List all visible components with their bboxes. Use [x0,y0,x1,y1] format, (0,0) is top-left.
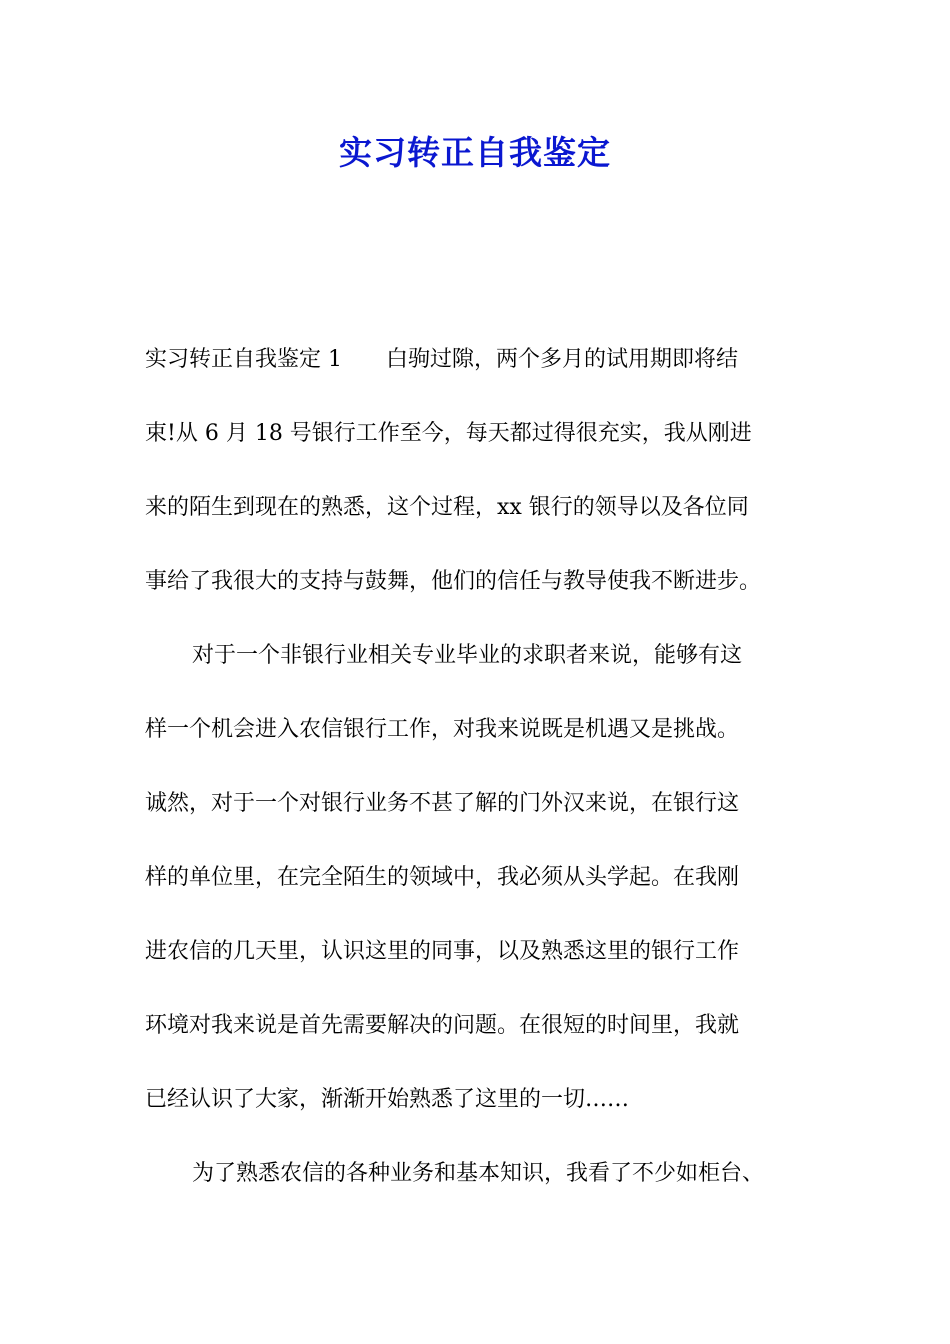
document-title: 实习转正自我鉴定 [339,133,611,172]
text-line: 实习转正自我鉴定 1 白驹过隙，两个多月的试用期即将结 [145,347,738,372]
text-line: 已经认识了大家，渐渐开始熟悉了这里的一切…… [145,1087,630,1112]
text-line: 束!从 6 月 18 号银行工作至今，每天都过得很充实，我从刚进 [145,421,752,446]
paragraph-start-line: 为了熟悉农信的各种业务和基本知识，我看了不少如柜台、 [192,1161,765,1186]
text-line: 样一个机会进入农信银行工作，对我来说既是机遇又是挑战。 [145,717,740,742]
document-body [145,330,807,1218]
text-line: 来的陌生到现在的熟悉，这个过程，xx 银行的领导以及各位同 [145,495,749,520]
text-line: 样的单位里，在完全陌生的领域中，我必须从头学起。在我刚 [145,865,740,890]
text-line: 环境对我来说是首先需要解决的问题。在很短的时间里，我就 [145,1013,740,1038]
text-line: 事给了我很大的支持与鼓舞，他们的信任与教导使我不断进步。 [145,569,762,594]
text-line: 诚然，对于一个对银行业务不甚了解的门外汉来说，在银行这 [145,791,740,816]
text-line: 进农信的几天里，认识这里的同事，以及熟悉这里的银行工作 [145,939,740,964]
paragraph-start-line: 对于一个非银行业相关专业毕业的求职者来说，能够有这 [192,643,743,668]
